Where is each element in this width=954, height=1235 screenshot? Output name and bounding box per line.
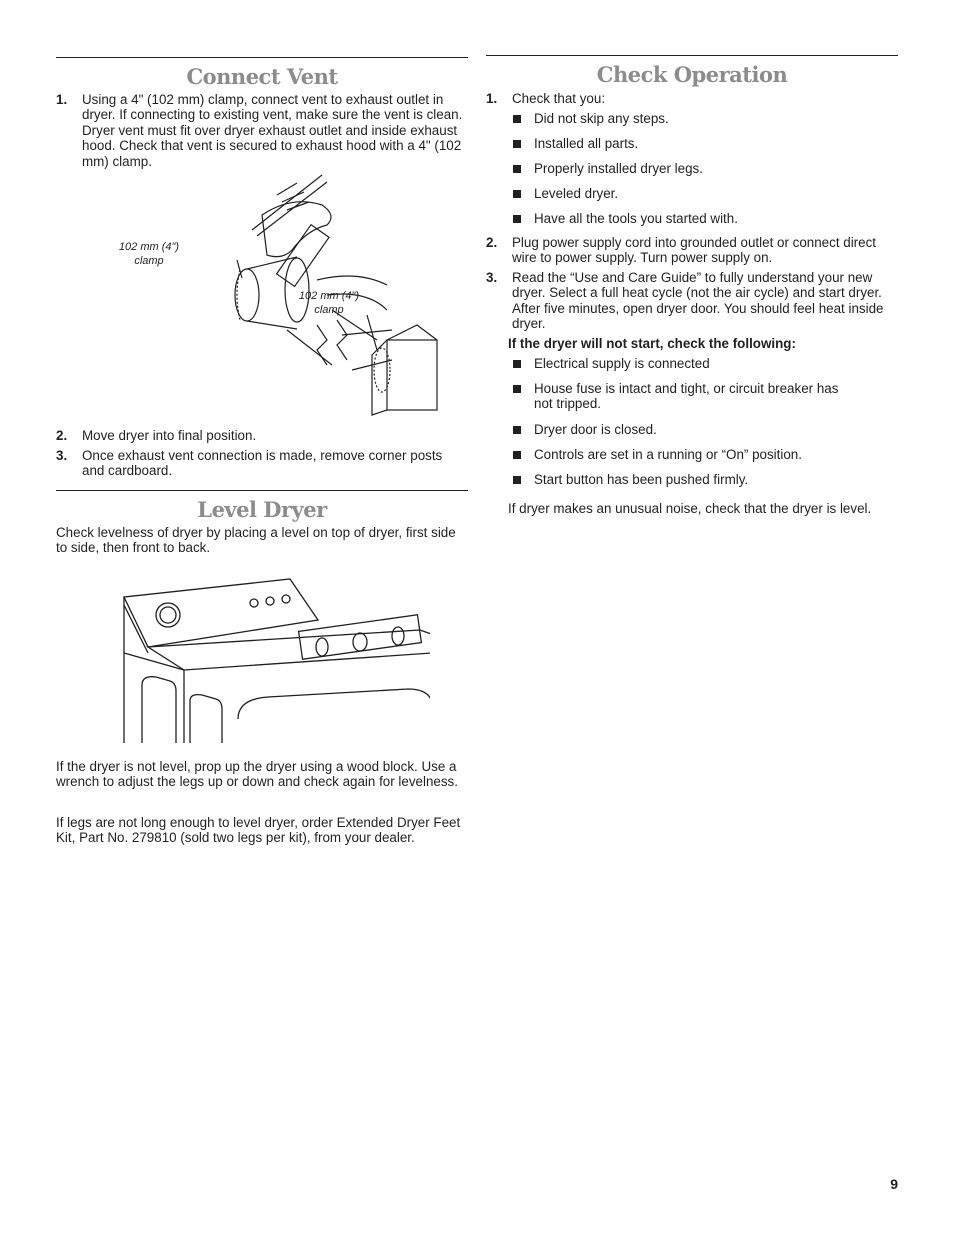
bullet-square-icon	[513, 165, 521, 173]
bullet-square-icon	[513, 215, 521, 223]
step-number: 1.	[56, 92, 68, 107]
vent-clamp-illustration	[112, 170, 442, 420]
step-number: 3.	[486, 270, 498, 285]
checklist-item: Have all the tools you started with.	[534, 211, 738, 226]
troubleshoot-item: Start button has been pushed firmly.	[534, 472, 749, 487]
clamp-callout-2: 102 mm (4") clamp	[298, 290, 360, 316]
bullet-square-icon	[513, 190, 521, 198]
troubleshoot-item: House fuse is intact and tight, or circuit breaker has not tripped.	[534, 381, 839, 412]
clamp-callout-1: 102 mm (4") clamp	[118, 241, 180, 267]
checklist-item: Did not skip any steps.	[534, 111, 669, 126]
step-number: 2.	[486, 235, 498, 250]
check-operation-step-3: Read the “Use and Care Guide” to fully understand your new dryer. Select a full heat cycle (not the air cycle) and start dryer. After five minutes, open dryer door. You should feel heat inside dryer.	[512, 270, 884, 332]
step-number: 1.	[486, 91, 498, 106]
level-dryer-para-1: If the dryer is not level, prop up the dryer using a wood block. Use a wrench to adjust the legs up or down and check again for levelness.	[56, 759, 458, 790]
check-operation-step-2: Plug power supply cord into grounded outlet or connect direct wire to power supply. Turn power supply on.	[512, 235, 876, 266]
connect-vent-step-2: Move dryer into final position.	[82, 428, 257, 443]
checklist-item: Properly installed dryer legs.	[534, 161, 703, 176]
section-rule	[56, 490, 468, 491]
connect-vent-heading: Connect Vent	[186, 64, 338, 89]
checklist-item: Installed all parts.	[534, 136, 639, 151]
checklist-item: Leveled dryer.	[534, 186, 619, 201]
level-dryer-heading: Level Dryer	[197, 497, 327, 522]
level-dryer-para-2: If legs are not long enough to level dryer, order Extended Dryer Feet Kit, Part No. 279810 (sold two legs per kit), from your dealer.	[56, 815, 461, 846]
troubleshoot-item: Controls are set in a running or “On” position.	[534, 447, 802, 462]
step-number: 2.	[56, 428, 68, 443]
bullet-square-icon	[513, 426, 521, 434]
troubleshoot-item: Electrical supply is connected	[534, 356, 710, 371]
troubleshoot-item: Dryer door is closed.	[534, 422, 657, 437]
bullet-square-icon	[513, 385, 521, 393]
bullet-square-icon	[513, 115, 521, 123]
level-dryer-intro: Check levelness of dryer by placing a level on top of dryer, first side to side, then front to back.	[56, 525, 456, 556]
noise-note: If dryer makes an unusual noise, check that the dryer is level.	[508, 501, 872, 516]
section-rule	[486, 55, 898, 56]
connect-vent-step-1: Using a 4" (102 mm) clamp, connect vent to exhaust outlet in dryer. If connecting to existing vent, make sure the vent is clean. Dryer vent must fit over dryer exhaust outlet and inside exhaust hood. Check that vent is secured to exhaust hood with a 4" (102 mm) clamp.	[82, 92, 463, 169]
bullet-square-icon	[513, 476, 521, 484]
bullet-square-icon	[513, 451, 521, 459]
bullet-square-icon	[513, 360, 521, 368]
connect-vent-step-3: Once exhaust vent connection is made, remove corner posts and cardboard.	[82, 448, 443, 479]
step-number: 3.	[56, 448, 68, 463]
check-operation-heading: Check Operation	[596, 62, 788, 87]
dryer-level-illustration	[120, 575, 430, 743]
page-number: 9	[890, 1176, 898, 1192]
section-rule	[56, 57, 468, 58]
troubleshoot-heading: If the dryer will not start, check the following:	[508, 336, 796, 351]
bullet-square-icon	[513, 140, 521, 148]
check-operation-step-1: Check that you:	[512, 91, 606, 106]
